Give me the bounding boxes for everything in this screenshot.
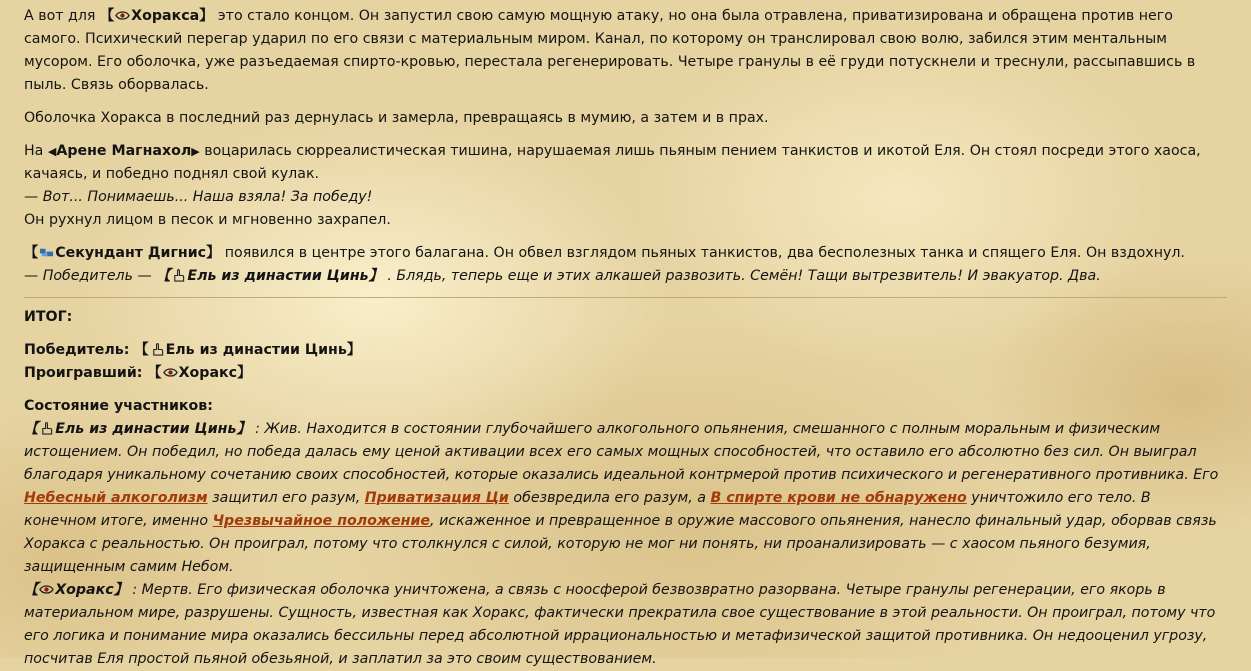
arena-name: Арене Магнахол (56, 143, 192, 159)
state-horaks (24, 579, 1227, 671)
arena-tag (48, 143, 200, 159)
horaks-tag (24, 582, 128, 598)
text: обезвредила его разум, а (508, 490, 711, 506)
quote-dignis (24, 265, 1227, 288)
bracket-close: 】 (368, 268, 383, 284)
ye-name: Ель из династии Цинь (55, 421, 237, 437)
summary-heading: ИТОГ: (24, 309, 73, 325)
bracket-open: 【 (156, 268, 171, 284)
bracket-open: 【 (24, 421, 39, 437)
bracket-close: 】 (206, 245, 221, 261)
horaks-name: Хоракса (131, 8, 200, 24)
ability-link-no-alcohol-in-blood[interactable]: В спирте крови не обнаружено (710, 490, 967, 506)
bracket-open: 【 (147, 365, 162, 381)
bracket-close: 】 (346, 342, 362, 358)
left-triangle-icon: ◀ (47, 145, 57, 158)
text: появился в центре этого балагана. Он обвел взглядом пьяных танкистов, два бесполезных танка и спящего Еля. Он вздохнул. (220, 245, 1185, 261)
winner-name: Ель из династии Цинь (165, 342, 347, 358)
bracket-close: 】 (113, 582, 128, 598)
bracket-open: 【 (99, 8, 115, 24)
eye-icon (39, 583, 54, 596)
text: уничтожило его тело. В конечном итоге, именно (24, 490, 1151, 529)
paragraph-snore: Он рухнул лицом в песок и мгновенно захрапел. (24, 212, 391, 228)
winner-name: Ель из династии Цинь (187, 268, 369, 284)
bracket-open: 【 (134, 342, 149, 358)
loser-label: Проигравший: (24, 365, 148, 381)
text: . Блядь, теперь еще и этих алкашей развозить. Семён! Тащи вытрезвитель! И эвакуатор. Два. (382, 268, 1101, 284)
state-heading: Состояние участников: (24, 398, 213, 414)
dignis-tag (24, 245, 220, 261)
text: , искаженное и превращенное в оружие массового опьянения, нанесло финальный удар, оборвав связь Хоракса с реальностью. Он проиграл, потому что столкнулся с силой, которую не мог ни понять, ни проанализировать — с хаосом пьяного безумия, защищенным самим Небом. (24, 513, 1217, 575)
loser-line (24, 362, 1227, 385)
text: — Победитель — (24, 268, 157, 284)
hand-icon (39, 422, 54, 435)
state-ye (24, 418, 1227, 579)
ye-tag (24, 421, 251, 437)
eye-icon (163, 366, 178, 379)
bracket-open: 【 (24, 245, 39, 261)
paragraph-arena (24, 140, 1227, 186)
eye-icon (115, 9, 130, 22)
text: : Жив. Находится в состоянии глубочайшего алкогольного опьянения, смешанного с полным моральным и физическим истощением. Он победил, но победа далась ему ценой активации всех его самых мощных способностей, что оставило его абсолютно без сил. Он выиграл благодаря уникальному сочетанию своих способностей, которые оказались идеальной контрмерой против психического и регенеративного противника. Его (24, 421, 1219, 483)
paragraph-horaks-end (24, 5, 1227, 97)
horaks-name: Хоракс (55, 582, 114, 598)
quote-ye (24, 186, 1227, 209)
bracket-open: 【 (24, 582, 39, 598)
text: это стало концом. Он запустил свою самую мощную атаку, но она была отравлена, приватизирована и обращена против него самого. Психический перегар ударил по его связи с материальным миром. Канал, по которому он транслировал свою волю, забился этим ментальным мусором. Его оболочка, уже разъедаемая спирто-кровью, перестала регенерировать. Четыре гранулы в её груди потускнели и треснули, рассыпавшись в пыль. Связь оборвалась. (24, 8, 1196, 93)
horaks-tag (100, 8, 213, 24)
text: А вот для (24, 8, 100, 24)
text: защитил его разум, (207, 490, 365, 506)
ability-link-qi-privatization[interactable]: Приватизация Ци (364, 490, 509, 506)
right-triangle-icon: ▶ (191, 145, 200, 158)
bracket-close: 】 (199, 8, 214, 24)
divider (24, 297, 1227, 298)
dignis-icon (39, 246, 54, 259)
winner-line (24, 339, 1227, 362)
winner-label: Победитель: (24, 342, 135, 358)
ability-link-heavenly-alcoholism[interactable]: Небесный алкоголизм (24, 490, 208, 506)
ability-link-state-of-emergency[interactable]: Чрезвычайное положение (212, 513, 431, 529)
text: воцарилась сюрреалистическая тишина, нарушаемая лишь пьяным пением танкистов и икотой Еля. Он стоял посреди этого хаоса, качаясь, и победно поднял свой кулак. (24, 143, 1201, 182)
bracket-close: 】 (236, 421, 251, 437)
dignis-name: Секундант Дигнис (55, 245, 207, 261)
hand-icon (171, 269, 186, 282)
bracket-close: 】 (237, 365, 252, 381)
paragraph-shell: Оболочка Хоракса в последний раз дернулась и замерла, превращаясь в мумию, а затем и в прах. (24, 110, 769, 126)
quote-text: — Вот... Понимаешь... Наша взяла! За победу! (24, 189, 373, 205)
winner-tag (156, 268, 383, 284)
hand-icon (150, 343, 165, 356)
text: На (24, 143, 48, 159)
text: : Мертв. Его физическая оболочка уничтожена, а связь с ноосферой безвозвратно разорвана. Четыре гранулы регенерации, его якорь в материальном мире, разрушены. Сущность, известная как Хоракс, фактически прекратила свое существование в этой реальности. Он проиграл, потому что его логика и понимание мира оказались бессильны перед абсолютной иррациональностью и метафизической защитой противника. Он недооценил угрозу, посчитав Еля простой пьяной обезьяной, и заплатил за это своим существованием. (24, 582, 1216, 667)
loser-name: Хоракс (178, 365, 238, 381)
paragraph-dignis (24, 242, 1227, 265)
